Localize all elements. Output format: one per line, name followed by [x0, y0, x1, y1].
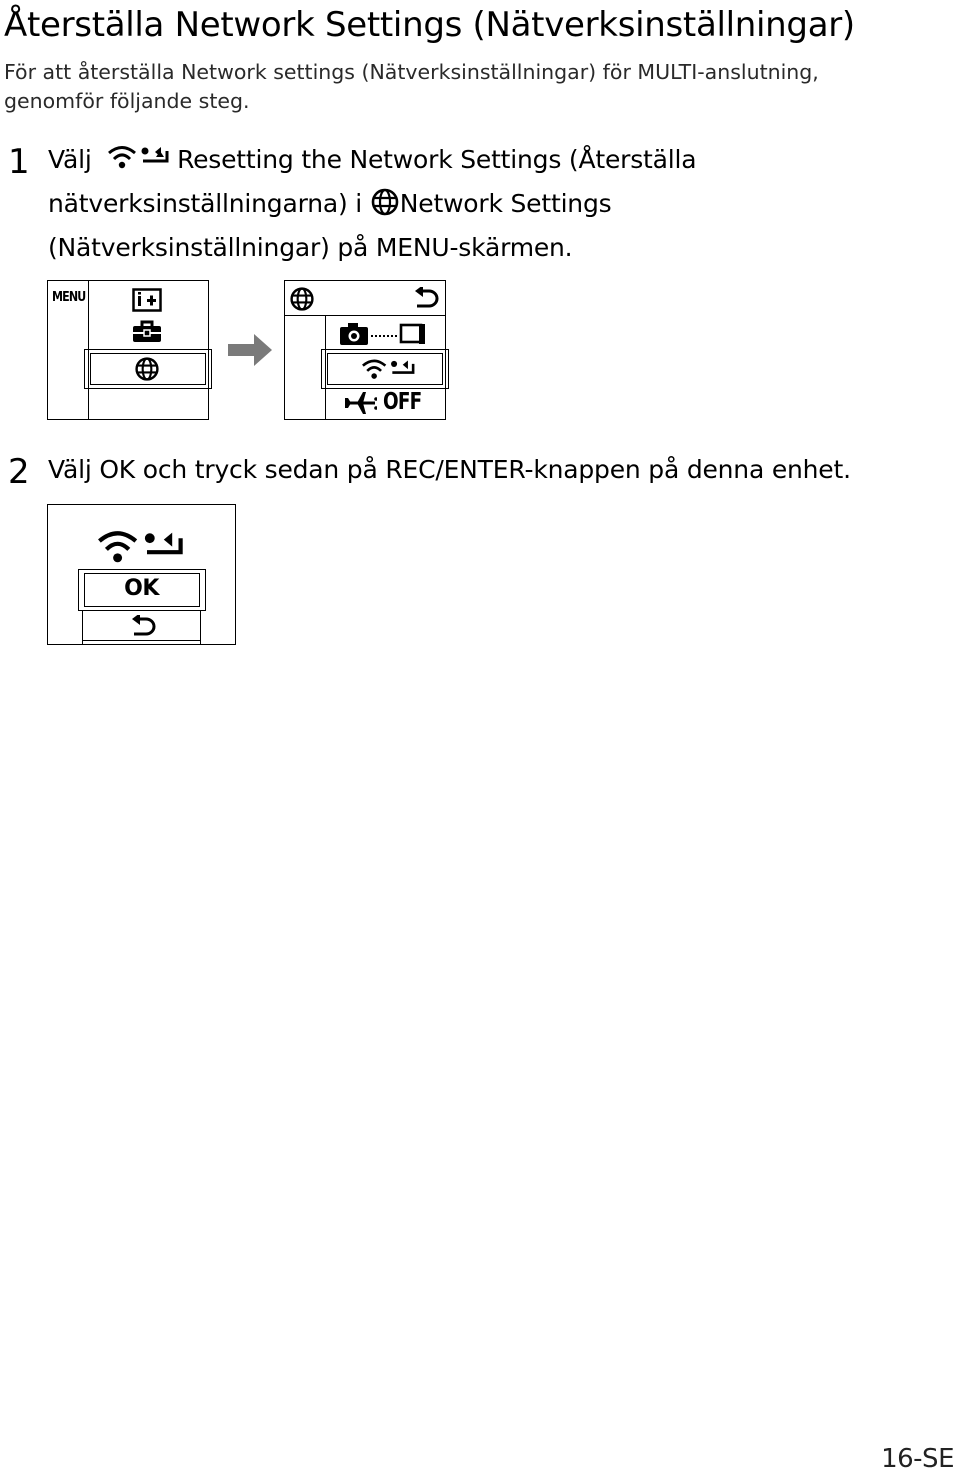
step-1-line-3: (Nätverksinställningar) på MENU-skärmen.	[48, 233, 573, 262]
step-1-text-a: Välj	[48, 145, 92, 174]
menu-screen	[47, 280, 209, 420]
page-title: Återställa Network Settings (Nätverksinställningar)	[4, 5, 855, 45]
network-globe-icon	[289, 286, 315, 316]
arrow-right-icon	[228, 334, 274, 370]
camera-to-phone-icon	[339, 321, 429, 351]
wifi-reset-icon	[357, 357, 419, 387]
globe-icon	[370, 187, 400, 217]
reset-confirm-screen	[47, 504, 236, 645]
step-1-text-c: nätverksinställningarna) i	[48, 189, 363, 218]
page-number: 16-SE	[881, 1444, 954, 1474]
back-icon[interactable]	[413, 287, 439, 313]
step-1-line-2	[48, 182, 611, 226]
step-2-number: 2	[8, 452, 30, 492]
toolbox-icon	[132, 320, 162, 348]
wifi-reset-icon	[88, 527, 192, 573]
intro-paragraph	[4, 58, 944, 116]
step-1-text-d: Network Settings	[399, 189, 612, 218]
intro-line-2: genomför följande steg.	[4, 89, 250, 113]
wifi-reset-icon	[107, 143, 169, 173]
back-icon[interactable]	[130, 615, 156, 641]
step-2-text: Välj OK och tryck sedan på REC/ENTER-knappen på denna enhet.	[48, 455, 851, 484]
menu-label: MENU	[52, 290, 86, 305]
network-globe-icon	[134, 356, 160, 386]
intro-line-1: För att återställa Network settings (Nätverksinställningar) för MULTI-anslutning,	[4, 60, 819, 84]
network-settings-screen	[284, 280, 446, 420]
ok-button[interactable]: OK	[124, 576, 159, 601]
step-1-number: 1	[8, 142, 30, 182]
display-settings-icon	[132, 288, 162, 316]
airplane-mode-icon	[343, 390, 377, 420]
step-1-text-b: Resetting the Network Settings (Återställa	[177, 145, 697, 174]
airplane-off-label: OFF	[383, 389, 422, 415]
step-1-line-1	[48, 138, 696, 182]
